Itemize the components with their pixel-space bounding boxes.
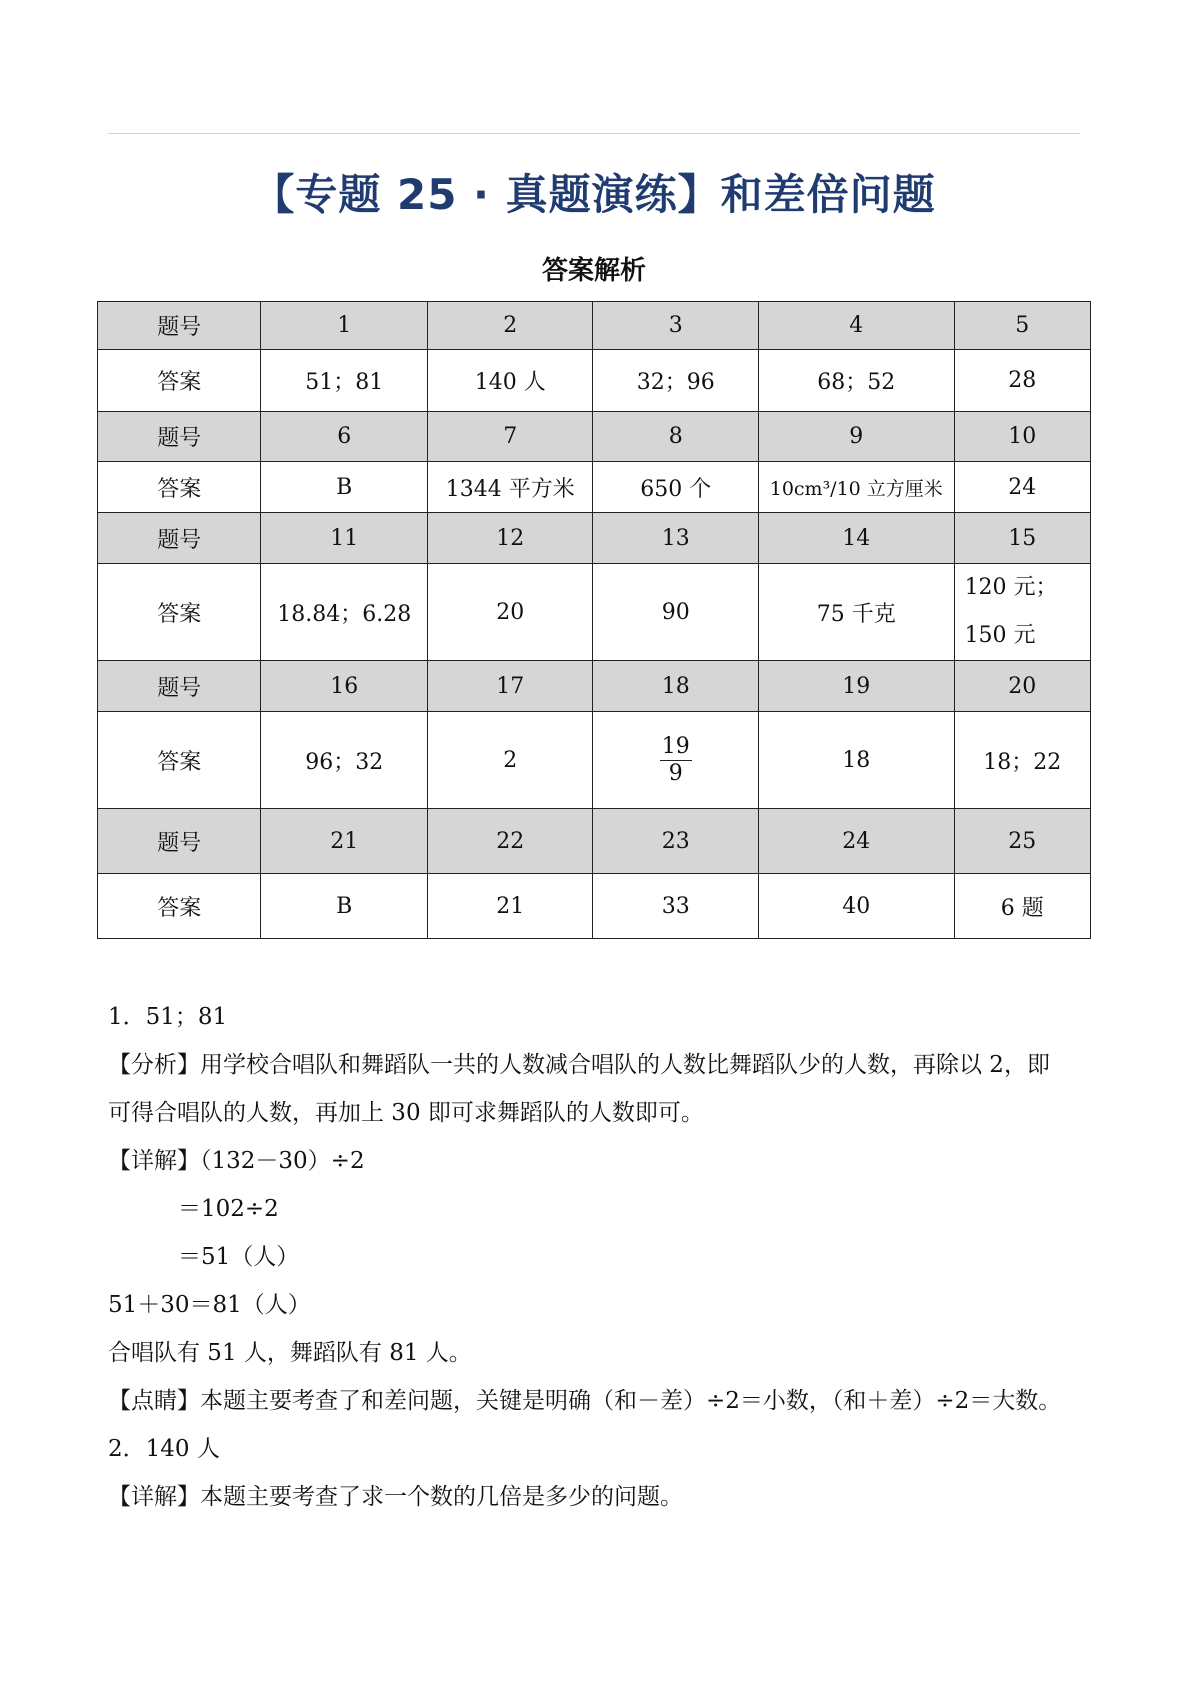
fraction <box>660 734 692 786</box>
page-title: 【专题 25 · 真题演练】和差倍问题 <box>252 170 936 219</box>
analysis-line: 【分析】用学校合唱队和舞蹈队一共的人数减合唱队的人数比舞蹈队少的人数，再除以 2，即 <box>108 1052 1050 1078</box>
table-cell: 140 人 <box>427 350 593 412</box>
table-cell: 题号 <box>98 412 261 462</box>
table-cell: 题号 <box>98 809 261 874</box>
cell-line: 120 元； <box>964 575 1058 600</box>
table-cell: 题号 <box>98 513 261 564</box>
table-row-header <box>98 302 1091 350</box>
solution-heading: 1．51；81 <box>108 1004 228 1030</box>
fraction-denominator: 9 <box>668 760 683 786</box>
detail-line: ＝51（人） <box>178 1244 300 1270</box>
table-cell: 7 <box>427 412 593 462</box>
table-row-answer <box>98 712 1091 809</box>
table-row-header <box>98 412 1091 462</box>
table-cell: 28 <box>954 350 1090 412</box>
detail-line: ＝102÷2 <box>178 1196 279 1222</box>
cell-line: 150 元 <box>964 623 1036 648</box>
solution-text <box>108 993 1098 1521</box>
table-cell: 15 <box>954 513 1090 564</box>
fraction-numerator: 19 <box>661 734 690 760</box>
table-cell: 答案 <box>98 874 261 939</box>
table-cell: 8 <box>593 412 759 462</box>
table-row-answer <box>98 874 1091 939</box>
table-cell: 20 <box>427 564 593 661</box>
table-cell: 6 题 <box>954 874 1090 939</box>
table-cell: 18 <box>758 712 954 809</box>
solution-heading: 2．140 人 <box>108 1436 220 1462</box>
table-cell: 16 <box>261 661 428 712</box>
table-row-header <box>98 661 1091 712</box>
comment-line: 【点睛】本题主要考查了和差问题，关键是明确（和－差）÷2＝小数，（和＋差）÷2＝大数。 <box>108 1388 1062 1414</box>
table-cell: 5 <box>954 302 1090 350</box>
table-cell: 22 <box>427 809 593 874</box>
table-cell: 答案 <box>98 350 261 412</box>
table-row-answer <box>98 350 1091 412</box>
table-cell: 1344 平方米 <box>427 462 593 513</box>
table-row-header <box>98 513 1091 564</box>
section-subtitle: 答案解析 <box>541 256 646 286</box>
table-cell: 18 <box>593 661 759 712</box>
table-cell: 40 <box>758 874 954 939</box>
table-cell: 650 个 <box>593 462 759 513</box>
table-cell: 答案 <box>98 462 261 513</box>
table-cell: 25 <box>954 809 1090 874</box>
table-cell: 90 <box>593 564 759 661</box>
table-cell: 10 <box>954 412 1090 462</box>
table-row-header <box>98 809 1091 874</box>
table-cell: 21 <box>261 809 428 874</box>
table-cell-multiline <box>954 564 1090 661</box>
table-cell: 2 <box>427 302 593 350</box>
table-cell: 24 <box>954 462 1090 513</box>
table-cell: 题号 <box>98 661 261 712</box>
table-cell: 12 <box>427 513 593 564</box>
table-cell: B <box>261 874 428 939</box>
table-cell: 18；22 <box>954 712 1090 809</box>
table-cell: 18.84；6.28 <box>261 564 428 661</box>
table-cell: 6 <box>261 412 428 462</box>
analysis-line: 可得合唱队的人数，再加上 30 即可求舞蹈队的人数即可。 <box>108 1100 704 1126</box>
table-cell: 17 <box>427 661 593 712</box>
table-cell: 23 <box>593 809 759 874</box>
table-cell: 答案 <box>98 712 261 809</box>
table-cell: 33 <box>593 874 759 939</box>
table-cell: 51；81 <box>261 350 428 412</box>
detail-line: 【详解】本题主要考查了求一个数的几倍是多少的问题。 <box>108 1484 683 1510</box>
table-cell: 10cm³/10 立方厘米 <box>758 462 954 513</box>
detail-line: 51＋30＝81（人） <box>108 1292 311 1318</box>
table-cell: 题号 <box>98 302 261 350</box>
table-cell: 3 <box>593 302 759 350</box>
table-cell: 答案 <box>98 564 261 661</box>
table-row-answer <box>98 564 1091 661</box>
table-cell: B <box>261 462 428 513</box>
table-cell: 24 <box>758 809 954 874</box>
table-cell: 68；52 <box>758 350 954 412</box>
table-cell: 96；32 <box>261 712 428 809</box>
table-cell: 2 <box>427 712 593 809</box>
table-cell: 19 <box>758 661 954 712</box>
table-cell: 20 <box>954 661 1090 712</box>
conclusion-line: 合唱队有 51 人，舞蹈队有 81 人。 <box>108 1340 472 1366</box>
header-divider <box>108 133 1080 134</box>
table-cell: 1 <box>261 302 428 350</box>
table-cell: 32；96 <box>593 350 759 412</box>
table-cell: 11 <box>261 513 428 564</box>
table-cell: 75 千克 <box>758 564 954 661</box>
table-row-answer <box>98 462 1091 513</box>
detail-line: 【详解】（132－30）÷2 <box>108 1148 365 1174</box>
table-cell: 4 <box>758 302 954 350</box>
table-cell-fraction <box>593 712 759 809</box>
table-cell: 9 <box>758 412 954 462</box>
table-cell: 14 <box>758 513 954 564</box>
answer-table <box>97 301 1091 939</box>
table-cell: 21 <box>427 874 593 939</box>
table-cell: 13 <box>593 513 759 564</box>
